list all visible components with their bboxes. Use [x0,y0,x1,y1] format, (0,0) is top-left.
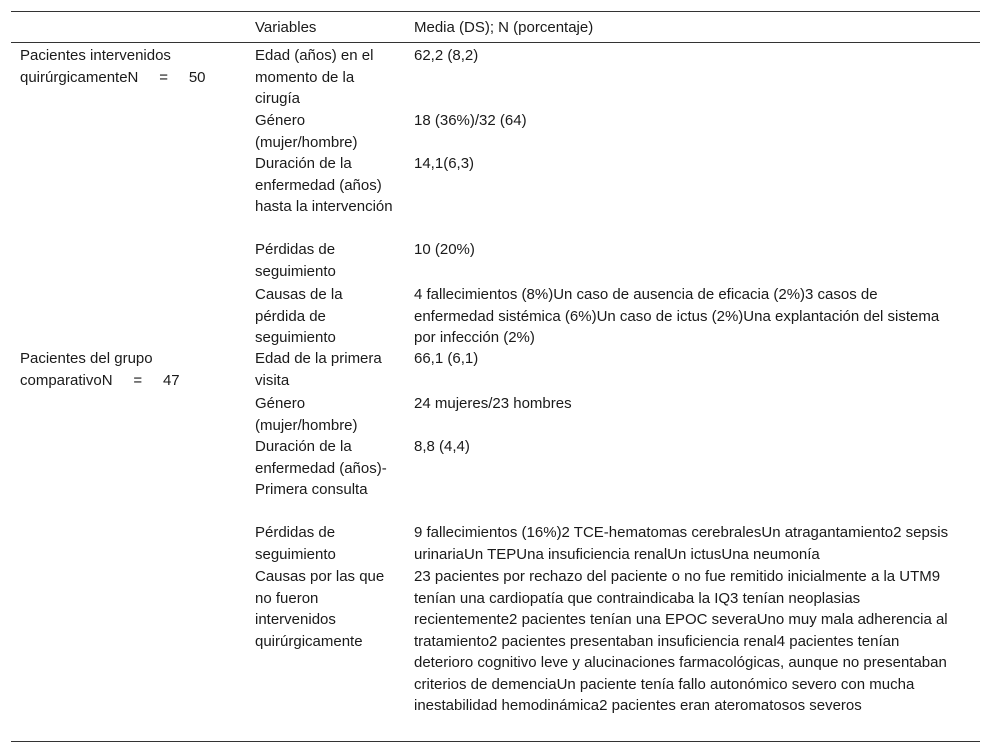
value-cell: 14,1(6,3) [414,155,475,172]
variable-cell: Pérdidas de seguimiento [255,241,336,280]
group-label-surgical: Pacientes intervenidos quirúrgicamenteN = 50 [20,47,206,86]
variable-cell: Género (mujer/hombre) [255,395,358,434]
variable-cell: Género (mujer/hombre) [255,112,358,151]
value-cell: 9 fallecimientos (16%)2 TCE-hematomas cerebralesUn atragantamiento2 sepsis urinariaUn TEPUna insuficiencia renalUn ictusUna neumonía [414,524,949,563]
variable-cell: Duración de la enfermedad (años)- Primera consulta [255,438,387,498]
variable-cell: Causas de la pérdida de seguimiento [255,286,343,346]
value-cell: 66,1 (6,1) [414,350,479,367]
header-cell-values: Media (DS); N (porcentaje) [414,19,594,36]
variable-cell: Edad de la primera visita [255,350,382,389]
value-cell: 62,2 (8,2) [414,47,479,64]
value-cell: 23 pacientes por rechazo del paciente o no fue remitido inicialmente a la UTM9 tenían una cardiopatía que contraindicaba la IQ3 tenían neoplasias recientemente2 pacientes tenían una EPOC severaUno muy mala adherencia al tratamiento2 pacientes presentaban insuficiencia renal4 pacientes tenían deterioro cognitivo leve y alucinaciones farmacológicas, aunque no presentaban criterios de demenciaUn paciente tenía fallo autonómico severo con mucha inestabilidad hemodinámica2 pacientes eran ateromatosos severos [414,568,948,714]
value-cell: 10 (20%) [414,241,475,258]
value-cell: 4 fallecimientos (8%)Un caso de ausencia de eficacia (2%)3 casos de enfermedad sistémica (6%)Un caso de ictus (2%)Una explantación del sistema por infección (2%) [414,286,940,346]
value-cell: 18 (36%)/32 (64) [414,112,527,129]
variable-cell: Causas por las que no fueron intervenidos quirúrgicamente [255,568,385,650]
header-cell-variables: Variables [255,19,317,36]
value-cell: 8,8 (4,4) [414,438,470,455]
variable-cell: Duración de la enfermedad (años) hasta la intervención [255,155,393,215]
table-bottom-rule [11,741,980,742]
group-label-comparison: Pacientes del grupo comparativoN = 47 [20,350,180,389]
table-header-row [11,11,980,42]
variable-cell: Pérdidas de seguimiento [255,524,336,563]
table-header-rule [11,42,980,43]
variable-cell: Edad (años) en el momento de la cirugía [255,47,374,107]
value-cell: 24 mujeres/23 hombres [414,395,572,412]
